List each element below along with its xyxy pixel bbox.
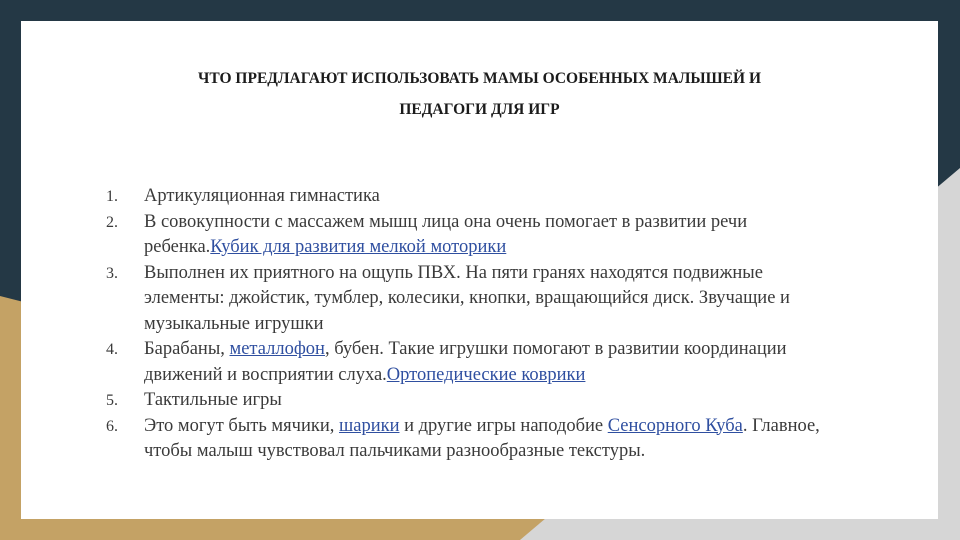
list-number: 6.: [106, 417, 118, 435]
list-number: 2.: [106, 213, 118, 231]
title-line-1: ЧТО ПРЕДЛАГАЮТ ИСПОЛЬЗОВАТЬ МАМЫ ОСОБЕННЫХ МАЛЫШЕЙ И: [197, 70, 762, 87]
game-list: [106, 184, 836, 465]
link-sensory-cube[interactable]: Сенсорного Куба: [607, 415, 743, 436]
list-number: 1.: [106, 188, 118, 205]
list-text: Барабаны,: [144, 339, 230, 359]
list-text: , бубен. Такие игрушки помогают в развитии координации движений и восприятии слуха.: [144, 339, 787, 385]
list-item-5: [106, 388, 836, 414]
list-number: 4.: [106, 341, 118, 358]
link-orthopedic-mats[interactable]: Ортопедические коврики: [386, 364, 586, 385]
list-text: и другие игры наподобие: [399, 415, 608, 436]
list-item-6: [106, 414, 836, 465]
list-item-1: [106, 184, 836, 210]
list-text: Выполнен их приятного на ощупь ПВХ. На пяти гранях находятся подвижные элементы: джойстик, тумблер, колесики, кнопки, вращающийся диск. Звучащие и музыкальные игрушки: [144, 262, 790, 334]
list-number: 5.: [106, 392, 118, 409]
list-number: 3.: [106, 264, 118, 282]
title-line-2: ПЕДАГОГИ ДЛЯ ИГР: [399, 101, 560, 118]
list-item-4: [106, 337, 836, 388]
list-text: Это могут быть мячики,: [144, 415, 339, 436]
slide-title: [21, 63, 938, 125]
list-text: Тактильные игры: [144, 390, 282, 410]
list-text: В совокупности с массажем мышц лица она очень помогает в развитии речи ребенка.: [144, 211, 748, 257]
link-metallophone[interactable]: металлофон: [229, 339, 325, 359]
link-fine-motor-cube[interactable]: Кубик для развития мелкой моторики: [210, 237, 507, 257]
list-text: . Главное, чтобы малыш чувствовал пальчиками разнообразные текстуры.: [144, 415, 820, 461]
list-text: Артикуляционная гимнастика: [144, 186, 380, 206]
link-balls[interactable]: шарики: [338, 415, 400, 436]
slide-card: [21, 21, 938, 519]
list-item-2: [106, 210, 836, 261]
list-item-3: [106, 261, 836, 338]
